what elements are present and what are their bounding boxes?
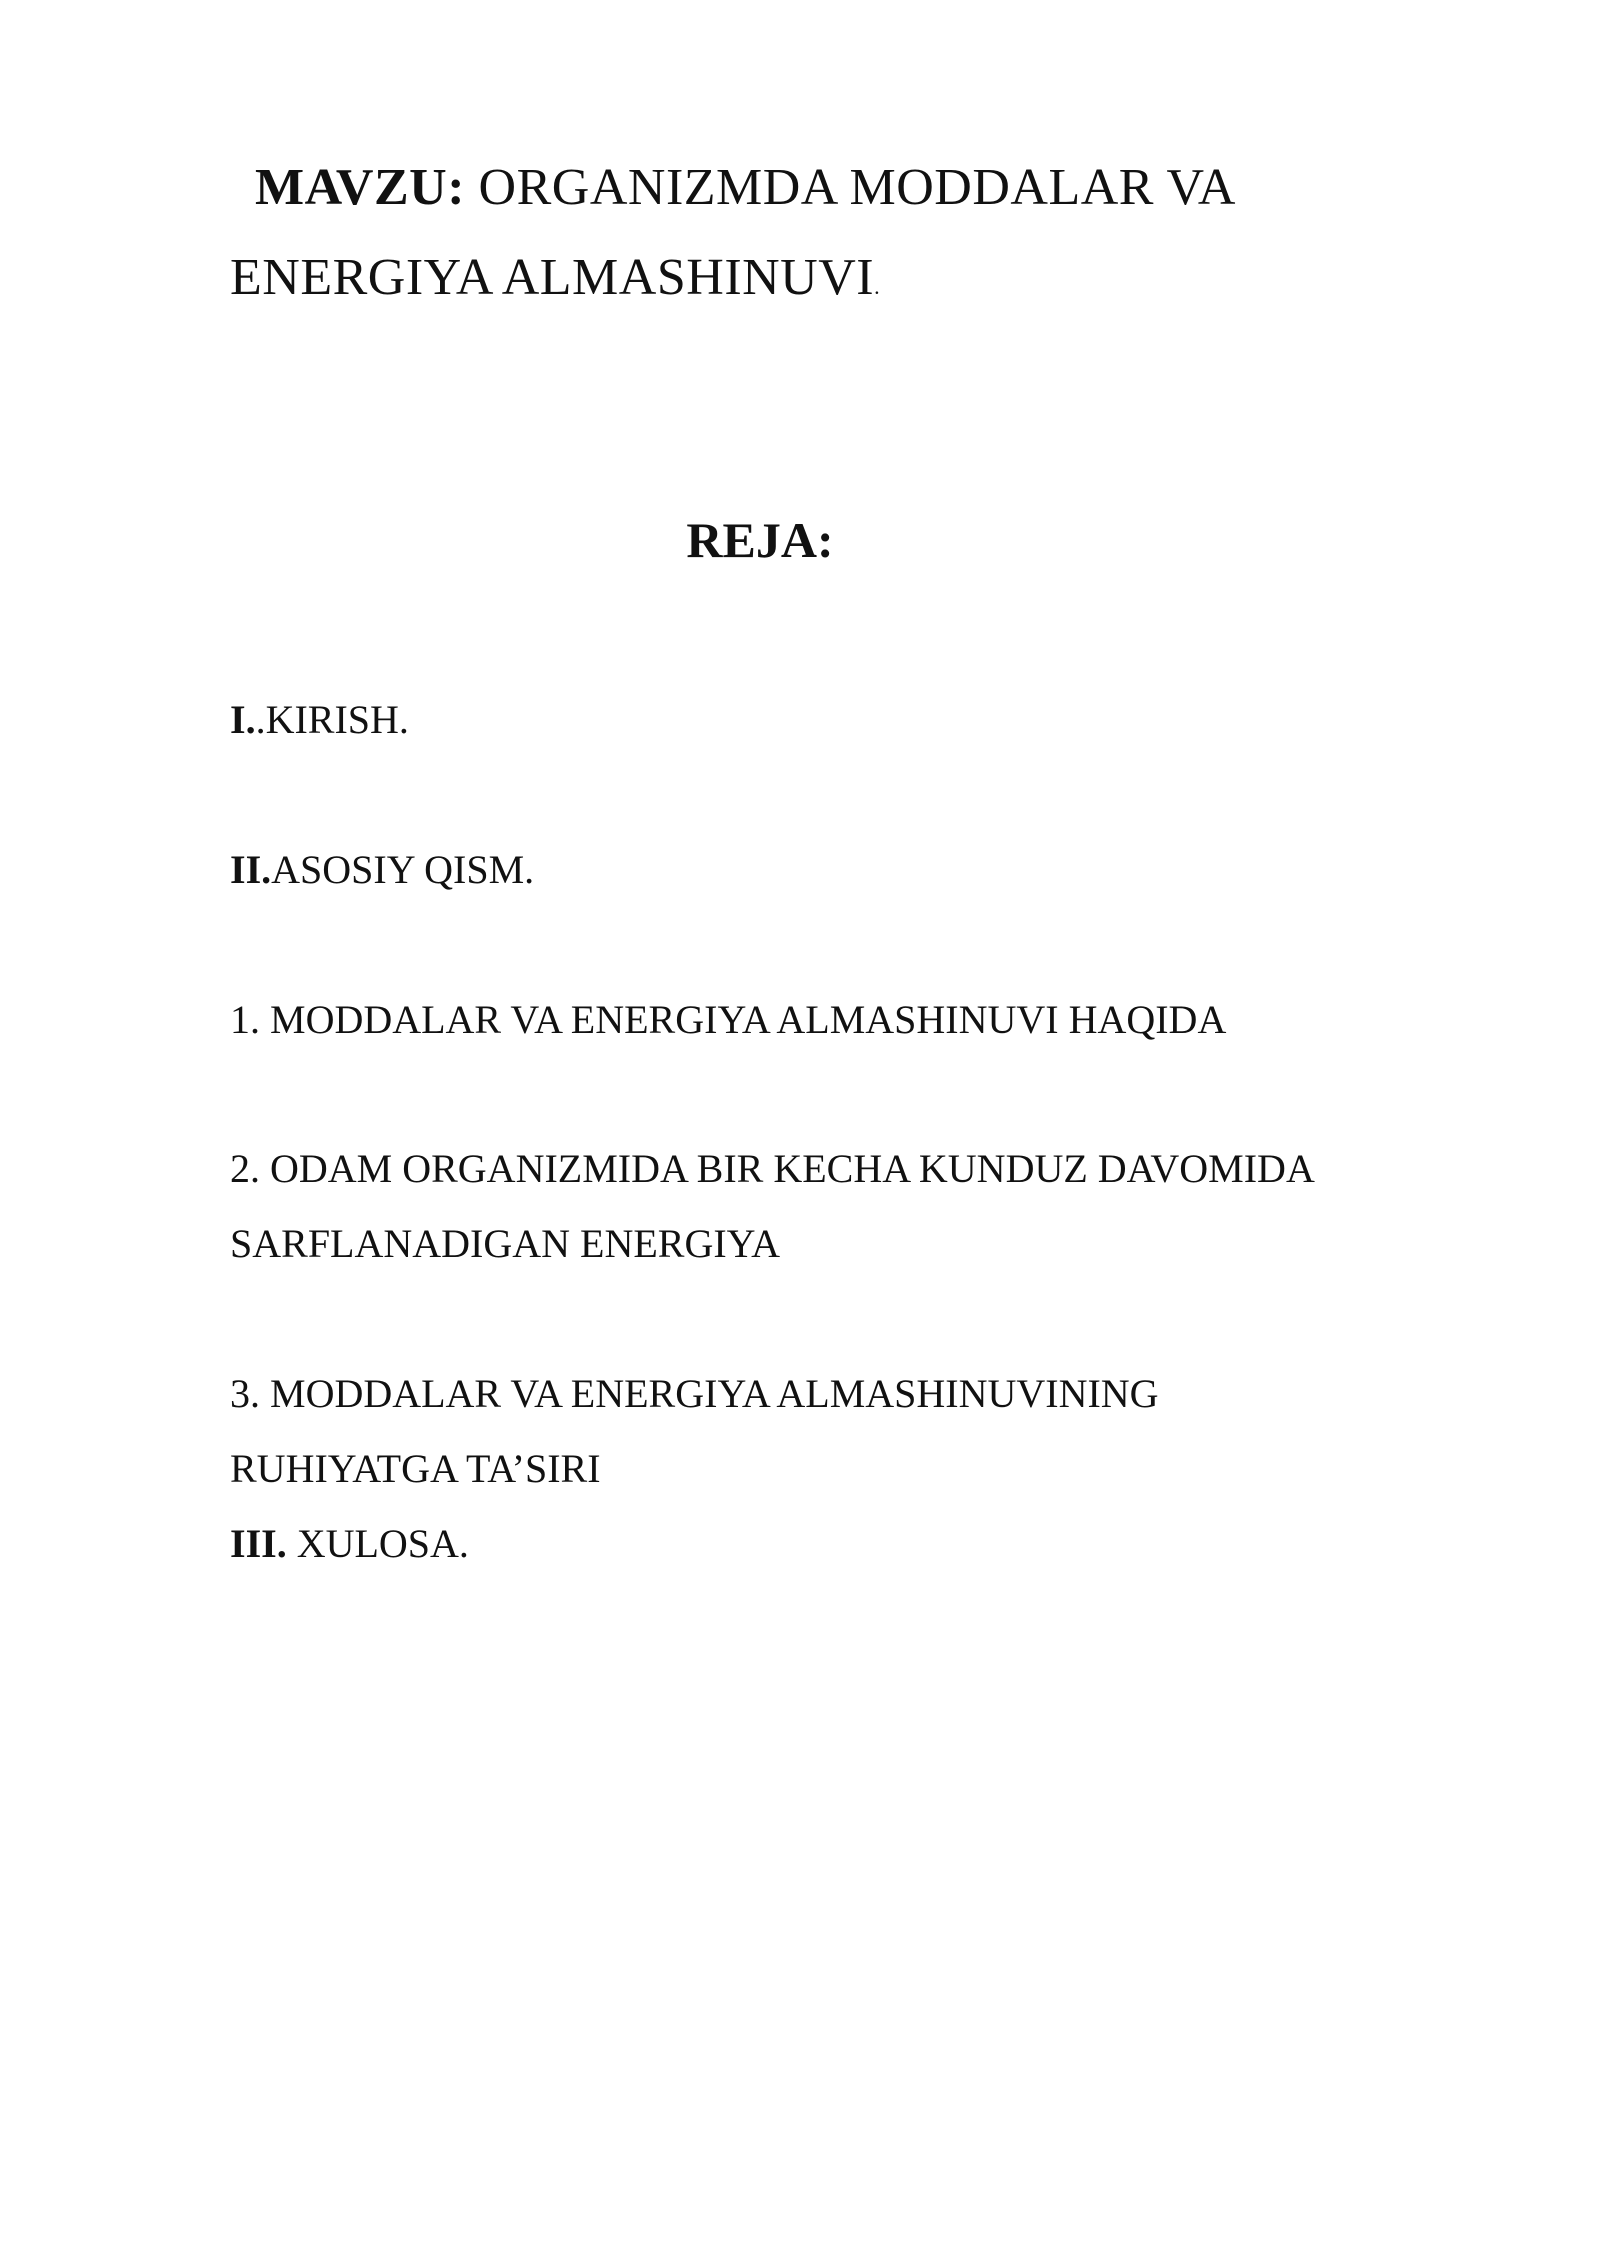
plan-item-5 xyxy=(230,1370,1159,1418)
title-text-1: ORGANIZMDA MODDALAR VA xyxy=(465,159,1236,216)
plan-item-4-continuation xyxy=(230,1220,780,1268)
plan-item-4 xyxy=(230,1145,1315,1193)
plan-item-6 xyxy=(230,1520,469,1568)
plan-item-prefix: I. xyxy=(230,697,256,742)
title-line-1 xyxy=(255,158,1236,218)
plan-item-text: 3. MODDALAR VA ENERGIYA ALMASHINUVINING xyxy=(230,1371,1159,1416)
plan-item-1 xyxy=(230,696,409,744)
plan-item-text: XULOSA. xyxy=(286,1521,469,1566)
plan-item-text: ASOSIY QISM. xyxy=(271,847,535,892)
plan-item-text: .KIRISH. xyxy=(255,697,409,742)
plan-item-2 xyxy=(230,846,534,894)
plan-item-5-continuation xyxy=(230,1445,601,1493)
title-label: MAVZU: xyxy=(255,159,466,216)
plan-item-text: 2. ODAM ORGANIZMIDA BIR KECHA KUNDUZ DAVOMIDA xyxy=(230,1146,1315,1191)
title-text-2: ENERGIYA ALMASHINUVI xyxy=(230,249,875,306)
plan-item-text: RUHIYATGA TA’SIRI xyxy=(230,1446,601,1491)
plan-item-text: SARFLANADIGAN ENERGIYA xyxy=(230,1221,780,1266)
plan-heading: REJA: xyxy=(686,512,834,568)
title-period: . xyxy=(874,274,881,299)
plan-item-text: 1. MODDALAR VA ENERGIYA ALMASHINUVI HAQIDA xyxy=(230,997,1227,1042)
title-line-2 xyxy=(230,248,880,317)
plan-item-prefix: III. xyxy=(230,1521,287,1566)
plan-item-3 xyxy=(230,996,1226,1044)
plan-item-prefix: II. xyxy=(230,847,272,892)
